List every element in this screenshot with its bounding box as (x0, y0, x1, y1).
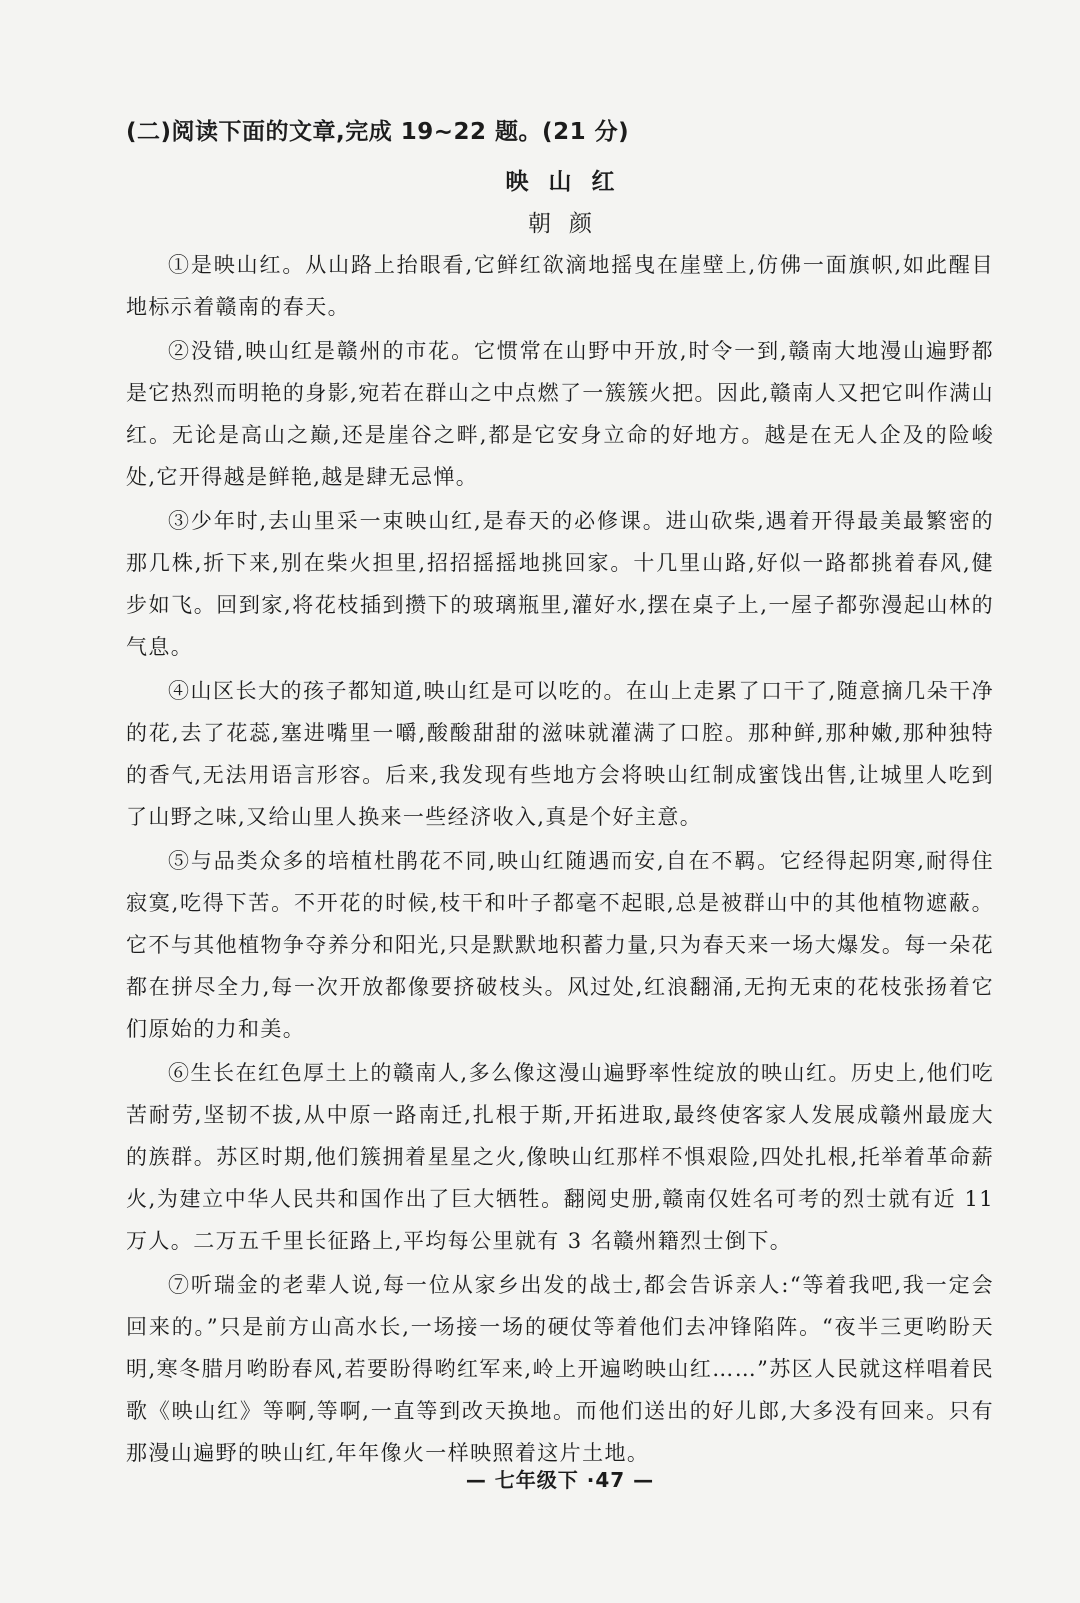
page-footer: — 七年级下 ·47 — (465, 1468, 655, 1492)
paragraph-2: ②没错,映山红是赣州的市花。它惯常在山野中开放,时令一到,赣南大地漫山遍野都是它热烈而明艳的身影,宛若在群山之中点燃了一簇簇火把。因此,赣南人又把它叫作满山红。无论是高山之巅,还是崖谷之畔,都是它安身立命的好地方。越是在无人企及的险峻处,它开得越是鲜艳,越是肆无忌惮。 (126, 339, 994, 489)
article-author: 朝颜 (528, 211, 610, 237)
paragraph-5: ⑤与品类众多的培植杜鹃花不同,映山红随遇而安,自在不羁。它经得起阴寒,耐得住寂寞,吃得下苦。不开花的时候,枝干和叶子都毫不起眼,总是被群山中的其他植物遮蔽。它不与其他植物争夺养分和阳光,只是默默地积蓄力量,只为春天来一场大爆发。每一朵花都在拼尽全力,每一次开放都像要挤破枝头。风过处,红浪翻涌,无拘无束的花枝张扬着它们原始的力和美。 (126, 849, 994, 1041)
paragraph-3: ③少年时,去山里采一束映山红,是春天的必修课。进山砍柴,遇着开得最美最繁密的那几株,折下来,别在柴火担里,招招摇摇地挑回家。十几里山路,好似一路都挑着春风,健步如飞。回到家,将花枝插到攒下的玻璃瓶里,灌好水,摆在桌子上,一屋子都弥漫起山林的气息。 (126, 509, 994, 659)
paragraph-4: ④山区长大的孩子都知道,映山红是可以吃的。在山上走累了口干了,随意摘几朵干净的花,去了花蕊,塞进嘴里一嚼,酸酸甜甜的滋味就灌满了口腔。那种鲜,那种嫩,那种独特的香气,无法用语言形容。后来,我发现有些地方会将映山红制成蜜饯出售,让城里人吃到了山野之味,又给山里人换来一些经济收入,真是个好主意。 (126, 679, 994, 829)
article-title: 映山红 (505, 169, 635, 195)
paragraph-7: ⑦听瑞金的老辈人说,每一位从家乡出发的战士,都会告诉亲人:“等着我吧,我一定会回来的。”只是前方山高水长,一场接一场的硬仗等着他们去冲锋陷阵。“夜半三更哟盼天明,寒冬腊月哟盼春风,若要盼得哟红军来,岭上开遍哟映山红……”苏区人民就这样唱着民歌《映山红》等啊,等啊,一直等到改天换地。而他们送出的好儿郎,大多没有回来。只有那漫山遍野的映山红,年年像火一样映照着这片土地。 (126, 1273, 994, 1465)
article-body (126, 244, 994, 1474)
section-heading: (二)阅读下面的文章,完成 19~22 题。(21 分) (126, 119, 630, 145)
paragraph-6: ⑥生长在红色厚土上的赣南人,多么像这漫山遍野率性绽放的映山红。历史上,他们吃苦耐劳,坚韧不拔,从中原一路南迁,扎根于斯,开拓进取,最终使客家人发展成赣州最庞大的族群。苏区时期,他们簇拥着星星之火,像映山红那样不惧艰险,四处扎根,托举着革命薪火,为建立中华人民共和国作出了巨大牺牲。翻阅史册,赣南仅姓名可考的烈士就有近 11 万人。二万五千里长征路上,平均每公里就有 3 名赣州籍烈士倒下。 (126, 1061, 994, 1253)
paragraph-1: ①是映山红。从山路上抬眼看,它鲜红欲滴地摇曳在崖壁上,仿佛一面旗帜,如此醒目地标示着赣南的春天。 (126, 253, 994, 319)
